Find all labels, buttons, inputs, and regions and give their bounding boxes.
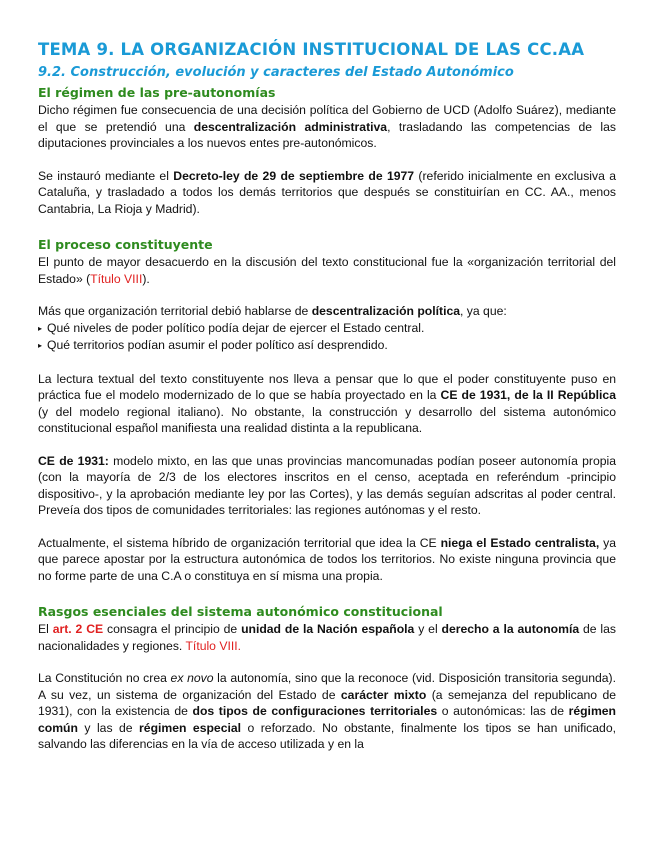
paragraph-preautonomias-1: Dicho régimen fue consecuencia de una decisión política del Gobierno de UCD (Adolfo Suárez), mediante el que se pretendió una descentralización administrativa, trasladando las competencias de las diputaciones provinciales a los nuevos entes pre-autonómicos.: [38, 103, 617, 150]
paragraph-ce-1931: CE de 1931: modelo mixto, en las que unas provincias mancomunadas podían poseer autonomía propia (con la mayoría de 2/3 de los electores inscritos en el censo, aceptada en referéndum -principio dispositivo-, y la aprobación mediante ley por las Cortes), y las demás seguían adscritas al poder central. Preveía dos tipos de comunidades territoriales: las regiones autónomas y el resto.: [38, 453, 616, 517]
paragraph-rasgos-2: La Constitución no crea ex novo la autonomía, sino que la reconoce (vid. Disposición transitoria segunda). A su vez, un sistema de organización del Estado de carácter mixto (a semejanza del republicano de 1931), con la existencia de dos tipos de configuraciones territoriales o autonómicas: las de régimen común y las de régimen especial o reforzado. No obstante, finalmente los tipos se han unificado, salvando las diferencias en la vía de acceso utilizada y en la: [38, 671, 617, 751]
paragraph-preautonomias-2: Se instauró mediante el Decreto-ley de 29 de septiembre de 1977 (referido inicialmente en exclusiva a Cataluña, y trasladado a todos los demás territorios que después se constituirían en CC. AA., menos Cantabria, La Rioja y Madrid).: [38, 168, 616, 216]
document-page: [38, 38, 616, 753]
list-item: ▸ Qué niveles de poder político podía dejar de ejercer el Estado central.: [38, 320, 616, 338]
bullet-icon: ▸: [38, 341, 43, 350]
page-title: TEMA 9. LA ORGANIZACIÓN INSTITUCIONAL DE LAS CC.AA: [38, 40, 585, 59]
section-subtitle: 9.2. Construcción, evolución y caracteres del Estado Autonómico: [38, 65, 514, 80]
paragraph-constituyente-1: El punto de mayor desacuerdo en la discusión del texto constitucional fue la «organización territorial del Estado» (Título VIII).: [38, 255, 616, 286]
paragraph-rasgos-1: El art. 2 CE consagra el principio de unidad de la Nación española y el derecho a la autonomía de las nacionalidades y regiones. Título VIII.: [38, 622, 616, 653]
list-item: ▸ Qué territorios podían asumir el poder político así desprendido.: [38, 337, 616, 355]
heading-proceso-constituyente: El proceso constituyente: [38, 237, 213, 252]
bullet-list: [38, 320, 616, 355]
bullet-icon: ▸: [38, 323, 43, 333]
paragraph-constituyente-3: La lectura textual del texto constituyente nos lleva a pensar que lo que el poder constituyente puso en práctica fue el modelo modernizado de lo que se había proyectado en la CE de 1931, de la II República (y del modelo regional italiano). No obstante, la construcción y desarrollo del sistema autonómico constitucional español manifiesta una realidad distinta a la republicana.: [38, 371, 616, 435]
heading-preautonomias: El régimen de las pre-autonomías: [38, 85, 276, 100]
heading-rasgos-esenciales: Rasgos esenciales del sistema autonómico constitucional: [38, 604, 443, 619]
paragraph-constituyente-2: Más que organización territorial debió hablarse de descentralización política, ya que:: [38, 304, 507, 318]
paragraph-actualmente: Actualmente, el sistema híbrido de organización territorial que idea la CE niega el Estado centralista, ya que parece apostar por la estructura autonómica de todos los territorios. No existe ninguna provincia que no forme parte de una C.A o constituya en sí misma una propia.: [38, 535, 616, 583]
